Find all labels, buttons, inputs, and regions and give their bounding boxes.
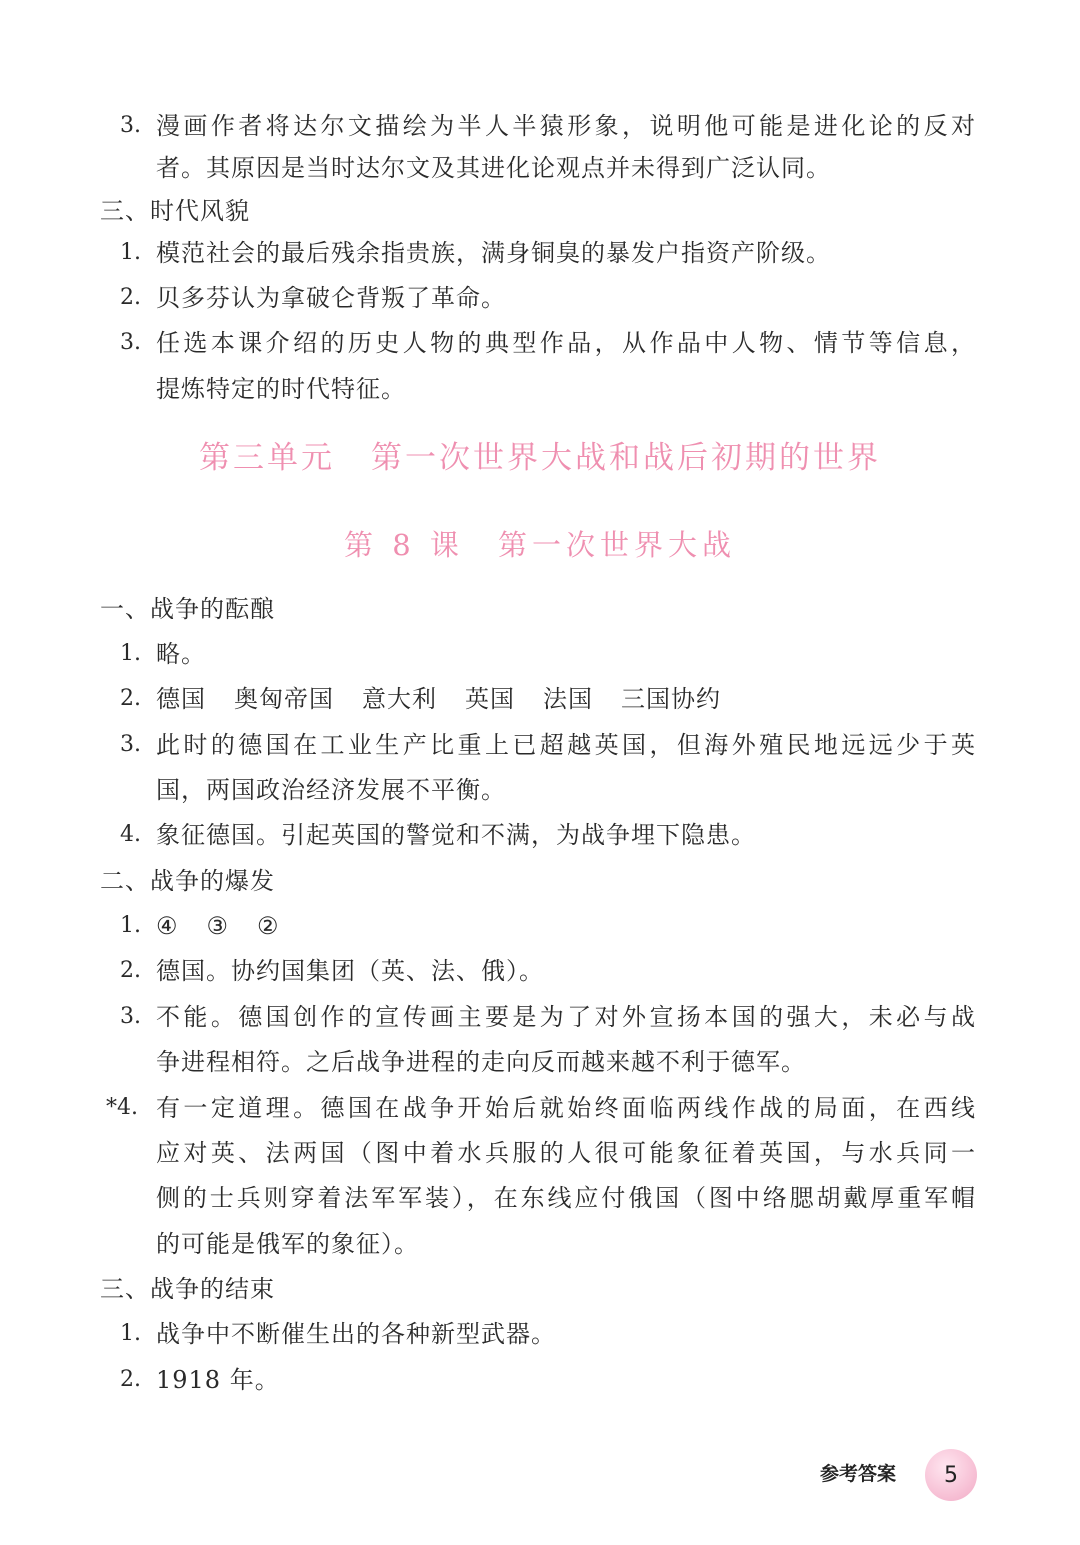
item-number: 3. [120,732,141,757]
unit-number: 第三单元 [199,440,335,476]
item-number: 4. [120,822,141,847]
answer-text: 模范社会的最后残余指贵族，满身铜臭的暴发户指资产阶级。 [156,239,831,267]
section-heading: 一、战争的酝酿 [100,595,275,623]
answer-text: 象征德国。引起英国的警觉和不满，为战争埋下隐患。 [156,821,756,849]
answer-word: 意大利 [362,685,437,713]
unit-name: 第一次世界大战和战后初期的世界 [371,440,881,476]
section-heading: 三、战争的结束 [100,1275,275,1303]
item-number: 1. [120,1321,141,1346]
answer-text: 任选本课介绍的历史人物的典型作品，从作品中人物、情节等信息， [156,329,976,357]
page-number-badge [925,1449,977,1501]
lesson-number: 第 8 课 [344,528,464,562]
answer-text: 漫画作者将达尔文描绘为半人半猿形象，说明他可能是进化论的反对 [156,112,976,140]
item-number: 3. [120,113,141,138]
unit-title [0,436,1080,480]
answer-text: 贝多芬认为拿破仑背叛了革命。 [156,284,506,312]
answer-symbol: ② [257,912,280,940]
answer-word: 法国 [543,685,593,713]
answer-text: 略。 [156,640,206,668]
answer-text: 国，两国政治经济发展不平衡。 [156,776,506,804]
answer-text: 者。其原因是当时达尔文及其进化论观点并未得到广泛认同。 [156,154,831,182]
item-number: 3. [120,330,141,355]
item-number: 1. [120,913,141,938]
answer-word: 德国 [156,685,206,713]
answer-word: 奥匈帝国 [234,685,334,713]
answer-text: 不能。德国创作的宣传画主要是为了对外宣扬本国的强大，未必与战 [156,1003,976,1031]
answer-text: 的可能是俄军的象征）。 [156,1230,419,1258]
item-number: 2. [120,958,141,983]
answer-list [156,910,280,942]
lesson-name: 第一次世界大战 [497,528,736,562]
answer-symbol: ③ [206,912,230,940]
answer-text: 1918 年。 [156,1366,280,1394]
answer-text: 德国。协约国集团（英、法、俄）。 [156,957,544,985]
page-number: 5 [944,1462,958,1488]
item-number: 1. [120,240,141,265]
answer-text: 此时的德国在工业生产比重上已超越英国，但海外殖民地远远少于英 [156,731,976,759]
item-number: 1. [120,641,141,666]
answer-text: 争进程相符。之后战争进程的走向反而越来越不利于德军。 [156,1048,806,1076]
answer-text: 侧的士兵则穿着法军军装），在东线应付俄国（图中络腮胡戴厚重军帽 [156,1184,976,1212]
answer-text: 提炼特定的时代特征。 [156,375,406,403]
section-heading: 三、时代风貌 [100,197,250,225]
answer-text: 应对英、法两国（图中着水兵服的人很可能象征着英国，与水兵同一 [156,1139,976,1167]
footer-label: 参考答案 [820,1463,897,1485]
item-number: 3. [120,1004,141,1029]
item-number: 2. [120,686,141,711]
section-heading: 二、战争的爆发 [100,867,275,895]
answer-text: 有一定道理。德国在战争开始后就始终面临两线作战的局面，在西线 [156,1094,976,1122]
item-number: 2. [120,285,141,310]
lesson-title [0,524,1080,566]
answer-word: 三国协约 [621,685,721,713]
answer-symbol: ④ [156,912,179,940]
answer-list [156,683,721,715]
answer-word: 英国 [465,685,515,713]
item-number: *4. [106,1095,138,1120]
item-number: 2. [120,1367,141,1392]
answer-text: 战争中不断催生出的各种新型武器。 [156,1320,556,1348]
